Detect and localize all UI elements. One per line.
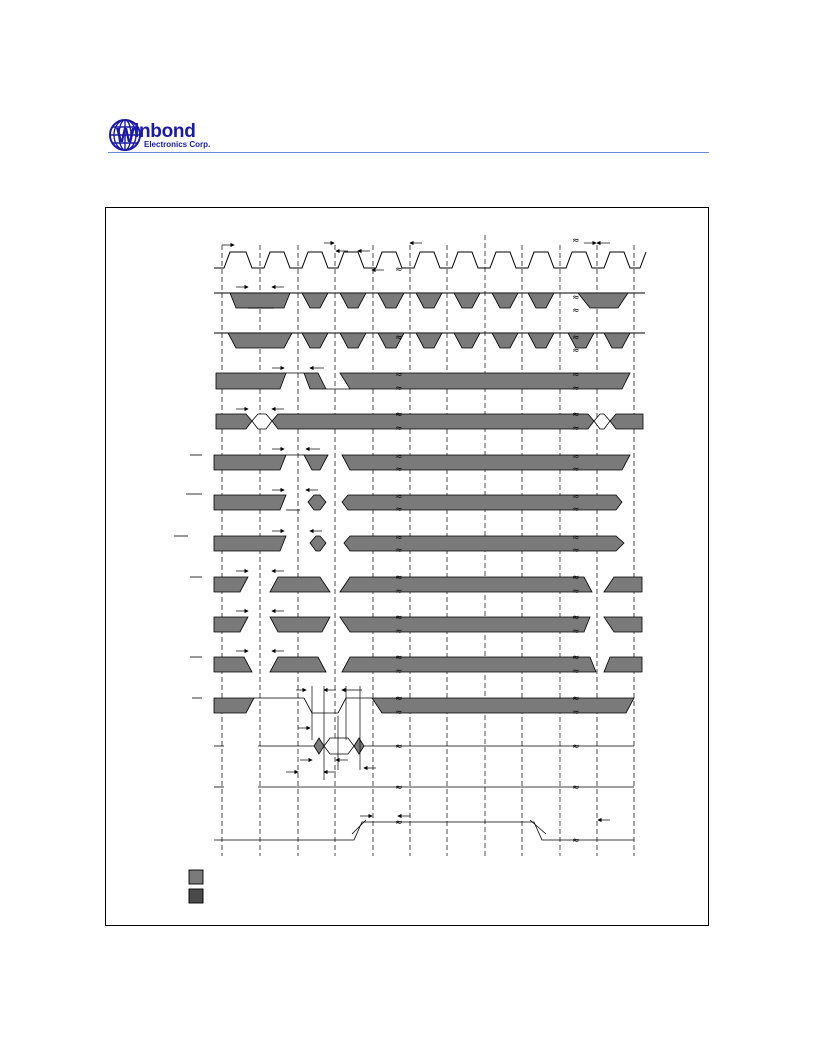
svg-text:≈: ≈ [572, 452, 580, 462]
svg-text:≈: ≈ [395, 653, 403, 663]
svg-text:≈: ≈ [395, 818, 403, 828]
svg-text:≈: ≈ [572, 742, 580, 752]
svg-text:≈: ≈ [395, 465, 403, 475]
svg-text:≈: ≈ [572, 708, 580, 718]
svg-text:≈: ≈ [395, 667, 403, 677]
row-5-waveform [190, 455, 630, 470]
row-14-waveform [214, 820, 634, 840]
legend [189, 870, 203, 903]
svg-text:≈: ≈ [572, 465, 580, 475]
svg-text:≈: ≈ [395, 627, 403, 637]
svg-text:≈: ≈ [395, 452, 403, 462]
row-3-waveform [216, 373, 630, 389]
svg-text:≈: ≈ [395, 505, 403, 515]
clock-waveform [214, 252, 646, 268]
svg-text:≈: ≈ [395, 573, 403, 583]
svg-text:≈: ≈ [572, 333, 580, 343]
svg-text:≈: ≈ [572, 627, 580, 637]
svg-text:≈: ≈ [572, 533, 580, 543]
row-12-waveform [214, 738, 634, 754]
svg-text:≈: ≈ [572, 573, 580, 583]
brand-subtitle: Electronics Corp. [144, 140, 211, 149]
svg-text:≈: ≈ [395, 533, 403, 543]
svg-text:≈: ≈ [395, 783, 403, 793]
svg-text:≈: ≈ [395, 546, 403, 556]
svg-text:≈: ≈ [572, 424, 580, 434]
svg-text:≈: ≈ [572, 546, 580, 556]
svg-text:≈: ≈ [572, 346, 580, 356]
svg-text:≈: ≈ [395, 742, 403, 752]
svg-text:≈: ≈ [572, 293, 580, 303]
row-1-waveform [214, 293, 645, 308]
svg-text:≈: ≈ [395, 694, 403, 704]
svg-text:≈: ≈ [572, 667, 580, 677]
svg-text:≈: ≈ [572, 410, 580, 420]
svg-text:≈: ≈ [572, 370, 580, 380]
row-2-waveform [214, 333, 645, 348]
svg-text:≈: ≈ [572, 587, 580, 597]
svg-text:≈: ≈ [395, 492, 403, 502]
svg-text:≈: ≈ [395, 370, 403, 380]
legend-swatch-dark [189, 889, 203, 903]
svg-text:≈: ≈ [572, 694, 580, 704]
svg-text:≈: ≈ [395, 384, 403, 394]
svg-text:≈: ≈ [395, 265, 403, 275]
svg-text:≈: ≈ [395, 424, 403, 434]
svg-text:≈: ≈ [395, 708, 403, 718]
legend-swatch-light [189, 870, 203, 884]
svg-text:≈: ≈ [395, 333, 403, 343]
svg-text:≈: ≈ [572, 783, 580, 793]
svg-text:≈: ≈ [395, 587, 403, 597]
svg-text:≈: ≈ [395, 613, 403, 623]
row-6-waveform [186, 494, 622, 510]
svg-text:≈: ≈ [572, 384, 580, 394]
svg-text:≈: ≈ [572, 306, 580, 316]
svg-text:≈: ≈ [572, 505, 580, 515]
logo-initial: W [116, 125, 135, 147]
brand-name: inbond [134, 121, 196, 142]
svg-text:≈: ≈ [572, 653, 580, 663]
svg-text:≈: ≈ [572, 613, 580, 623]
svg-text:≈: ≈ [572, 236, 580, 246]
svg-text:≈: ≈ [395, 410, 403, 420]
timing-annotations [222, 243, 610, 820]
svg-text:≈: ≈ [572, 836, 580, 846]
row-11-waveform [192, 698, 634, 713]
svg-text:≈: ≈ [572, 492, 580, 502]
